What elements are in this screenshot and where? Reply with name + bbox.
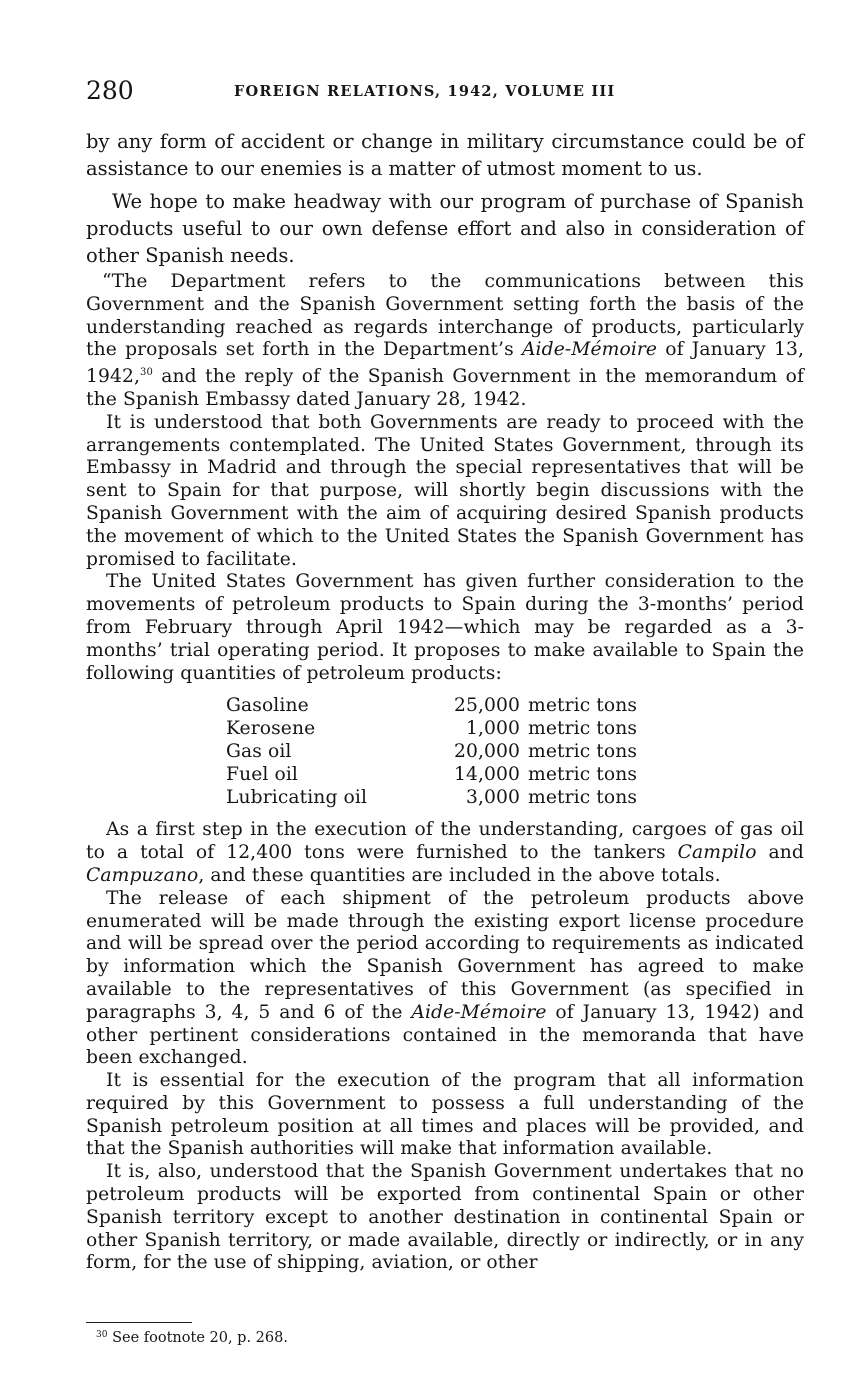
page-header (86, 76, 806, 110)
petroleum-products-table (226, 695, 637, 809)
quote-paragraph-2: It is understood that both Governments are ready to proceed with the arrangements contemplated. The United States Government, through its Embassy in Madrid and through the special representatives that will be sent to Spain for that purpose, will shortly begin discussions with the Spanish Government with the aim of acquiring desired Spanish products the movement of which to the United States the Spanish Government has promised to facilitate. (86, 411, 804, 570)
product-quantity: 1,000 (466, 718, 520, 740)
footnote-ref: 30 (140, 367, 153, 379)
quote-paragraph-7: It is, also, understood that the Spanish Government undertakes that no petroleum products will be exported from continental Spain or other Spanish territory except to another destination in continental Spain or other Spanish territory, or made available, directly or indirectly, or in any form, for the use of shipping, aviation, or other (86, 1161, 804, 1274)
product-unit: metric tons (528, 718, 638, 740)
quote-paragraph-4: As a first step in the execution of the understanding, cargoes of gas oil to a total of 12,400 tons were furnished to the tankers Campilo and Campuzano, and these quantities are included in the above totals. (86, 819, 804, 886)
quote-paragraph-3: The United States Government has given further consideration to the movements of petroleum products to Spain during the 3-months’ period from February through April 1942—which may be regarded as a 3-months’ trial operating period. It proposes to make available to Spain the following quantities of petroleum products: (86, 571, 804, 684)
running-title: FOREIGN RELATIONS, 1942, VOLUME III (234, 83, 616, 100)
quote-paragraph-1: “The Department refers to the communications between this Government and the Spanish Government setting forth the basis of the understanding reached as regards interchange of products, particularly the proposals set forth in the Department’s Aide-Mémoire of January 13, 1942,30 and the reply of the Spanish Government in the memorandum of the Spanish Embassy dated January 28, 1942. (86, 271, 805, 410)
quote-paragraph-5: The release of each shipment of the petroleum products above enumerated will be made through the existing export license procedure and will be spread over the period according to requirements as indicated by information which the Spanish Government has agreed to make available to the representatives of this Government (as specified in paragraphs 3, 4, 5 and 6 of the Aide-Mémoire of January 13, 1942) and other pertinent considerations contained in the memoranda that have been exchanged. (86, 887, 804, 1069)
product-name: Kerosene (226, 718, 316, 740)
table-row (226, 695, 637, 718)
product-name: Lubricating oil (226, 786, 368, 808)
product-quantity: 3,000 (466, 786, 520, 808)
table-row (226, 764, 637, 787)
footnote-number: 30 (96, 1330, 108, 1340)
intro-paragraph-2: We hope to make headway with our program of purchase of Spanish products useful to our own defense effort and also in consideration of other Spanish needs. (86, 190, 804, 267)
table-row (226, 718, 637, 741)
page-number: 280 (86, 76, 134, 105)
footnote-text: See footnote 20, p. 268. (112, 1330, 288, 1346)
product-name: Gasoline (226, 695, 309, 717)
product-name: Fuel oil (226, 763, 298, 785)
quoted-memorandum (86, 271, 804, 1275)
table-row (226, 741, 637, 764)
table-row (226, 787, 637, 810)
product-unit: metric tons (528, 763, 638, 785)
intro-section (86, 128, 804, 269)
intro-paragraph-1: by any form of accident or change in military circumstance could be of assistance to our enemies is a matter of utmost moment to us. (86, 130, 804, 180)
product-unit: metric tons (528, 695, 638, 717)
product-quantity: 20,000 (454, 740, 520, 762)
product-unit: metric tons (528, 786, 638, 808)
footnote (96, 1330, 288, 1346)
product-quantity: 25,000 (454, 695, 520, 717)
product-name: Gas oil (226, 740, 292, 762)
product-quantity: 14,000 (454, 763, 520, 785)
product-unit: metric tons (528, 740, 638, 762)
footnote-divider (86, 1322, 192, 1323)
quote-paragraph-6: It is essential for the execution of the program that all information required by this Government to possess a full understanding of the Spanish petroleum position at all times and places will be provided, and that the Spanish authorities will make that information available. (86, 1070, 804, 1160)
